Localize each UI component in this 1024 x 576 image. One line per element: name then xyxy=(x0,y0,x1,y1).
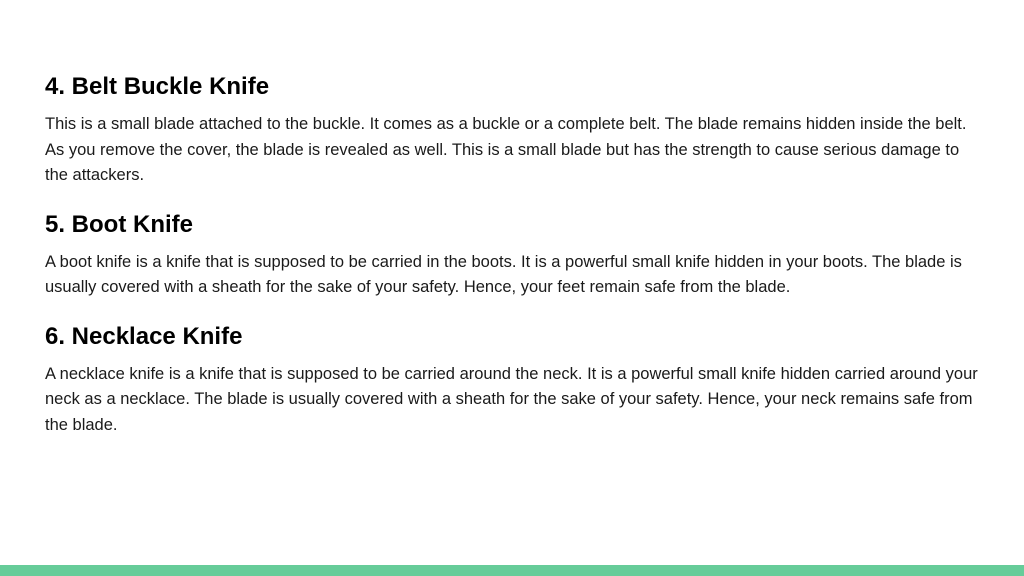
section-boot-knife xyxy=(45,210,985,301)
bottom-accent-bar xyxy=(0,565,1024,576)
section-body: This is a small blade attached to the buckle. It comes as a buckle or a complete belt. The blade remains hidden inside the belt. As you remove the cover, the blade is revealed as well. This is a small blade but has the strength to cause serious damage to the attackers. xyxy=(45,115,967,184)
section-body: A necklace knife is a knife that is supposed to be carried around the neck. It is a powerful small knife hidden carried around your neck as a necklace. The blade is usually covered with a sheath for the sake of your safety. Hence, your neck remains safe from the blade. xyxy=(45,364,978,434)
section-title: 5. Boot Knife xyxy=(45,210,193,238)
section-title: 6. Necklace Knife xyxy=(45,322,243,350)
section-body: A boot knife is a knife that is supposed to be carried in the boots. It is a powerful small knife hidden in your boots. The blade is usually covered with a sheath for the sake of your safety. Hence, your feet remain safe from the blade. xyxy=(45,252,962,296)
section-necklace-knife xyxy=(45,322,985,439)
section-title: 4. Belt Buckle Knife xyxy=(45,73,270,100)
section-belt-buckle-knife xyxy=(45,72,985,189)
content-area xyxy=(45,72,985,438)
